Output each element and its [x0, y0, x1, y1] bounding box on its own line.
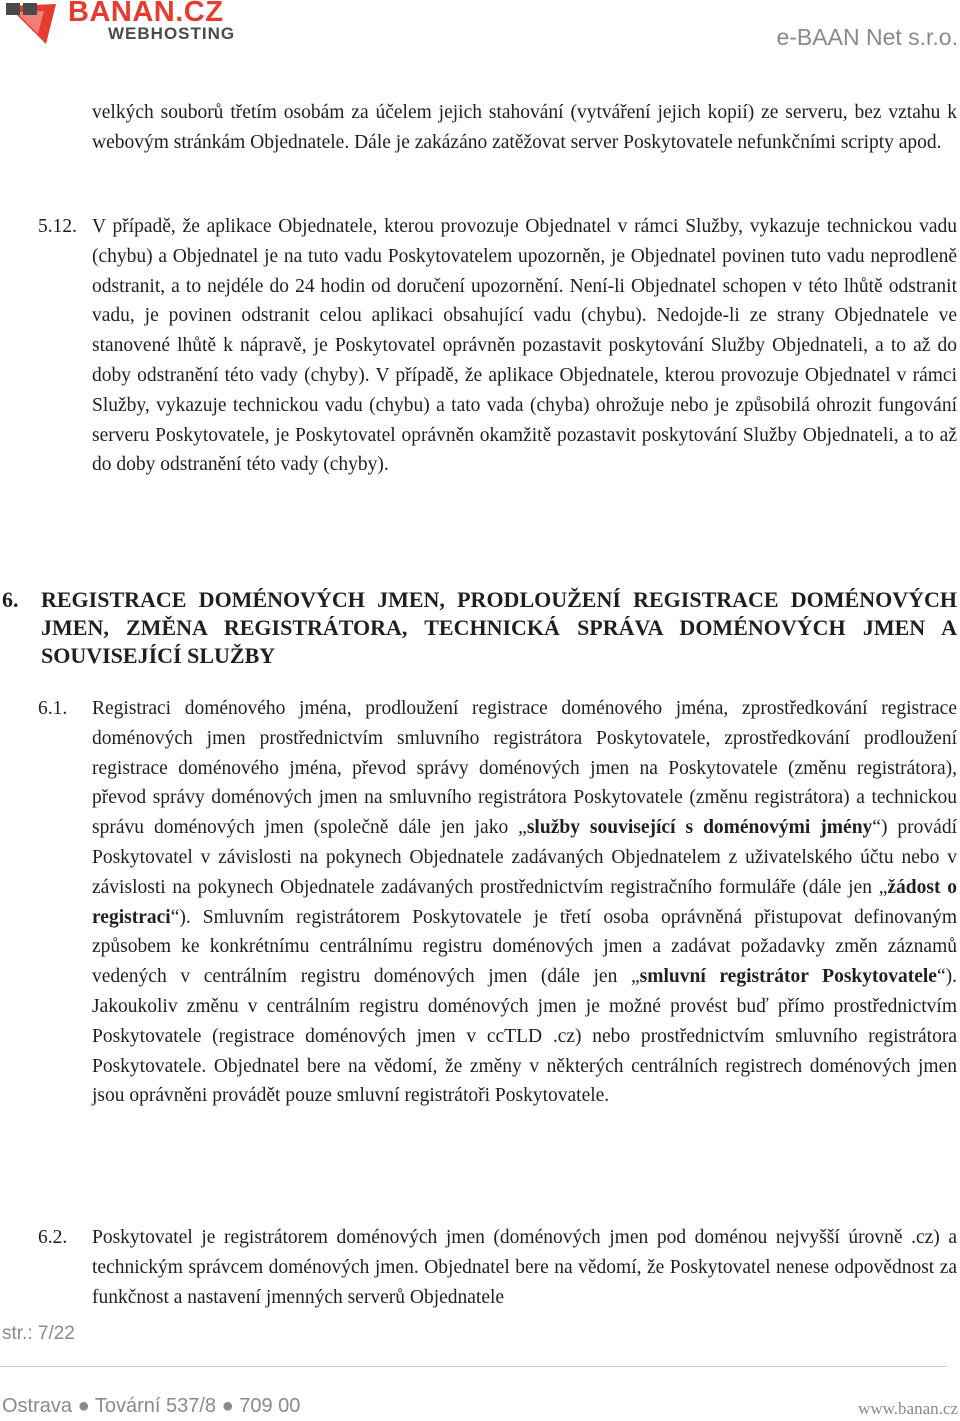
logo-bars-icon: [6, 2, 40, 16]
page-number: str.: 7/22: [2, 1323, 75, 1344]
banan-logo: [6, 0, 246, 50]
page-header: [0, 0, 960, 60]
section-6-heading: REGISTRACE DOMÉNOVÝCH JMEN, PRODLOUŽENÍ REGISTRACE DOMÉNOVÝCH JMEN, ZMĚNA REGISTRÁTORA, TECHNICKÁ SPRÁVA DOMÉNOVÝCH JMEN A SOUVISEJÍCÍ SLUŽBY: [41, 587, 957, 668]
footer-divider: [0, 1366, 947, 1367]
clause-6-1-part-a: Registraci doménového jména, prodloužení registrace doménového jména, zprostředkování registrace doménových jmen prostřednictvím smluvního registrátora Poskytovatele, zprostředkování prodloužení registrace doménového jména, převod správy doménových jmen na Poskytovatele (změnu registrátora), převod správy doménových jmen na smluvního registrátora Poskytovatele (změnu registrátora) a technickou správu doménových jmen (společně dále jen jako „: [92, 698, 957, 839]
term-sluzby-souvisejici: služby související s doménovými jmény: [526, 817, 873, 839]
term-smluvni-registrator: smluvní registrátor Poskytovatele: [639, 966, 937, 988]
paragraph-continued: velkých souborů třetím osobám za účelem jejich stahování (vytváření jejich kopií) ze serveru, bez vztahu k webovým stránkám Objednatele. Dále je zakázáno zatěžovat server Poskytovatele nefunkčními scripty apod.: [92, 102, 957, 153]
clause-6-1-part-c: “) provádí Poskytovatel v závislosti na pokynech Objednatele zadávaných Objednatelem z uživatelského účtu nebo v závislosti na pokynech Objednatele zadávaných prostřednictvím registračního formuláře (dále jen „: [92, 817, 957, 898]
clause-6-2-text: Poskytovatel je registrátorem doménových jmen (doménových jmen pod doménou nejvyšší úrovně .cz) a technickým správcem doménových jmen. Objednatel bere na vědomí, že Poskytovatel nenese odpovědnost za funkčnost a nastavení jmenných serverů Objednatele: [92, 1227, 957, 1308]
logo-sub-text: WEBHOSTING: [108, 24, 236, 43]
clause-number-5-12: 5.12.: [38, 216, 77, 237]
logo-main-text: BANAN.CZ: [68, 0, 224, 28]
clause-6-1-part-e: “). Smluvním registrátorem Poskytovatele je třetí osoba oprávněná přistupovat definovaným způsobem ke konkrétnímu centrálnímu registru doménových jmen a zadávat požadavky změn záznamů vedených v centrálním registru doménových jmen (dále jen „: [92, 906, 957, 988]
company-name: e-BAAN Net s.r.o.: [776, 24, 958, 50]
footer-website: www.banan.cz: [858, 1399, 958, 1418]
clause-6-1-text: [92, 694, 957, 1111]
footer-address: Ostrava ● Tovární 537/8 ● 709 00: [2, 1395, 301, 1417]
clause-6-1-part-g: “). Jakoukoliv změnu v centrálním registru doménových jmen je možné provést buď přímo prostřednictvím Poskytovatele (registrace doménových jmen v ccTLD .cz) nebo prostřednictvím smluvního registrátora Poskytovatele. Objednatel bere na vědomí, že změny v některých centrálních registrech doménových jmen jsou oprávněni provádět pouze smluvní registrátoři Poskytovatele.: [92, 966, 957, 1107]
section-6-number: 6.: [2, 587, 19, 612]
clause-5-12-text: V případě, že aplikace Objednatele, kterou provozuje Objednatel v rámci Služby, vykazuje technickou vadu (chybu) a Objednatel je na tuto vadu Poskytovatelem upozorněn, je Objednatel povinen tuto vadu neprodleně odstranit, a to nejdéle do 24 hodin od doručení upozornění. Není-li Objednatel schopen v této lhůtě odstranit vadu, je povinen odstranit celou aplikaci obsahující vadu (chybu). Nedojde-li ze strany Objednatele ve stanovené lhůtě k nápravě, je Poskytovatel oprávněn pozastavit poskytování Služby Objednateli, a to až do doby odstranění této vady (chyby). V případě, že aplikace Objednatele, kterou provozuje Objednatel v rámci Služby, vykazuje technickou vadu (chybu) a tato vada (chyba) ohrožuje nebo je způsobilá ohrozit fungování serveru Poskytovatele, je Poskytovatel oprávněn okamžitě pozastavit poskytování Služby Objednateli, a to až do doby odstranění této vady (chyby).: [92, 216, 957, 476]
clause-number-6-1: 6.1.: [38, 698, 68, 719]
term-zadost-o-registraci: žádost o registraci: [92, 876, 957, 928]
clause-number-6-2: 6.2.: [38, 1227, 68, 1248]
